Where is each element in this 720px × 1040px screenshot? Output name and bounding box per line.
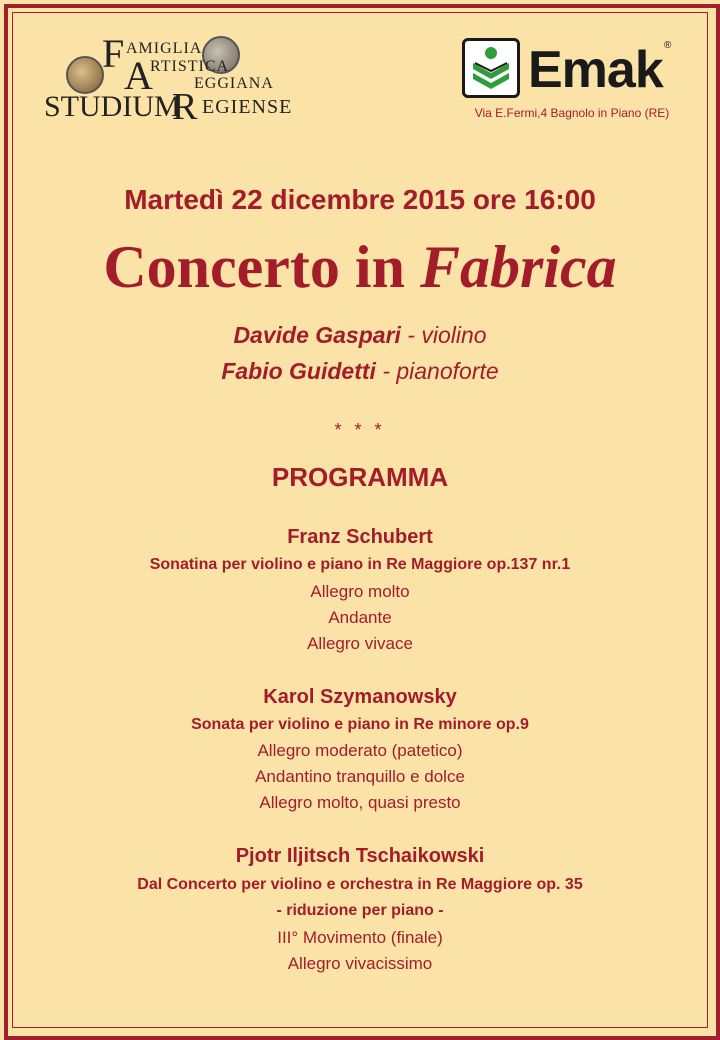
movement: Andantino tranquillo e dolce xyxy=(255,767,465,786)
title-prefix: Concerto in xyxy=(103,234,405,300)
logo-studium: STUDIUM xyxy=(44,90,181,123)
programma-heading: PROGRAMMA xyxy=(271,462,449,492)
logo-famiglia: AMIGLIA xyxy=(126,40,203,57)
logo-artistica: RTISTICA xyxy=(150,58,230,75)
emak-address: Via E.Fermi,4 Bagnolo in Piano (RE) xyxy=(474,106,670,120)
famiglia-artistica-logo xyxy=(44,31,293,128)
performer-name: Fabio Guidetti xyxy=(221,358,376,384)
composer-tschaikowski: Pjotr Iljitsch Tschaikowski xyxy=(235,845,485,867)
movement: Allegro molto, quasi presto xyxy=(259,793,461,812)
work-title: Sonata per violino e piano in Re minore op.9 xyxy=(191,716,529,733)
separator: * * * xyxy=(334,420,386,440)
work-title: Dal Concerto per violino e orchestra in Re Maggiore op. 35 xyxy=(137,876,583,893)
movement: III° Movimento (finale) xyxy=(277,928,443,947)
logo-letter-a: A xyxy=(124,53,153,98)
work-title: Sonatina per violino e piano in Re Maggiore op.137 nr.1 xyxy=(149,556,571,573)
movement: Andante xyxy=(328,608,392,627)
logo-letter-f: F xyxy=(102,31,125,76)
logo-letter-r: R xyxy=(172,86,198,128)
logo-reggiana: EGGIANA xyxy=(194,75,274,92)
title-script: Fabrica xyxy=(419,234,617,300)
logo-regiense: EGIENSE xyxy=(202,96,293,118)
emak-wordmark: Emak xyxy=(528,41,663,99)
registered-mark: ® xyxy=(664,40,672,51)
movement: Allegro vivacissimo xyxy=(287,954,433,973)
movement: Allegro molto xyxy=(310,582,410,601)
event-title xyxy=(0,232,720,302)
performer-2 xyxy=(0,358,720,385)
movement: Allegro moderato (patetico) xyxy=(257,741,463,760)
emak-icon xyxy=(462,38,520,98)
performer-name: Davide Gaspari xyxy=(233,322,401,348)
performer-1 xyxy=(0,322,720,349)
composer-szymanowsky: Karol Szymanowsky xyxy=(263,686,457,708)
work-note: - riduzione per piano - xyxy=(276,902,444,919)
composer-schubert: Franz Schubert xyxy=(287,526,433,548)
performer-role: - violino xyxy=(407,322,487,348)
performer-role: - pianoforte xyxy=(382,358,499,384)
event-date: Martedì 22 dicembre 2015 ore 16:00 xyxy=(124,184,596,215)
movement: Allegro vivace xyxy=(307,634,413,653)
